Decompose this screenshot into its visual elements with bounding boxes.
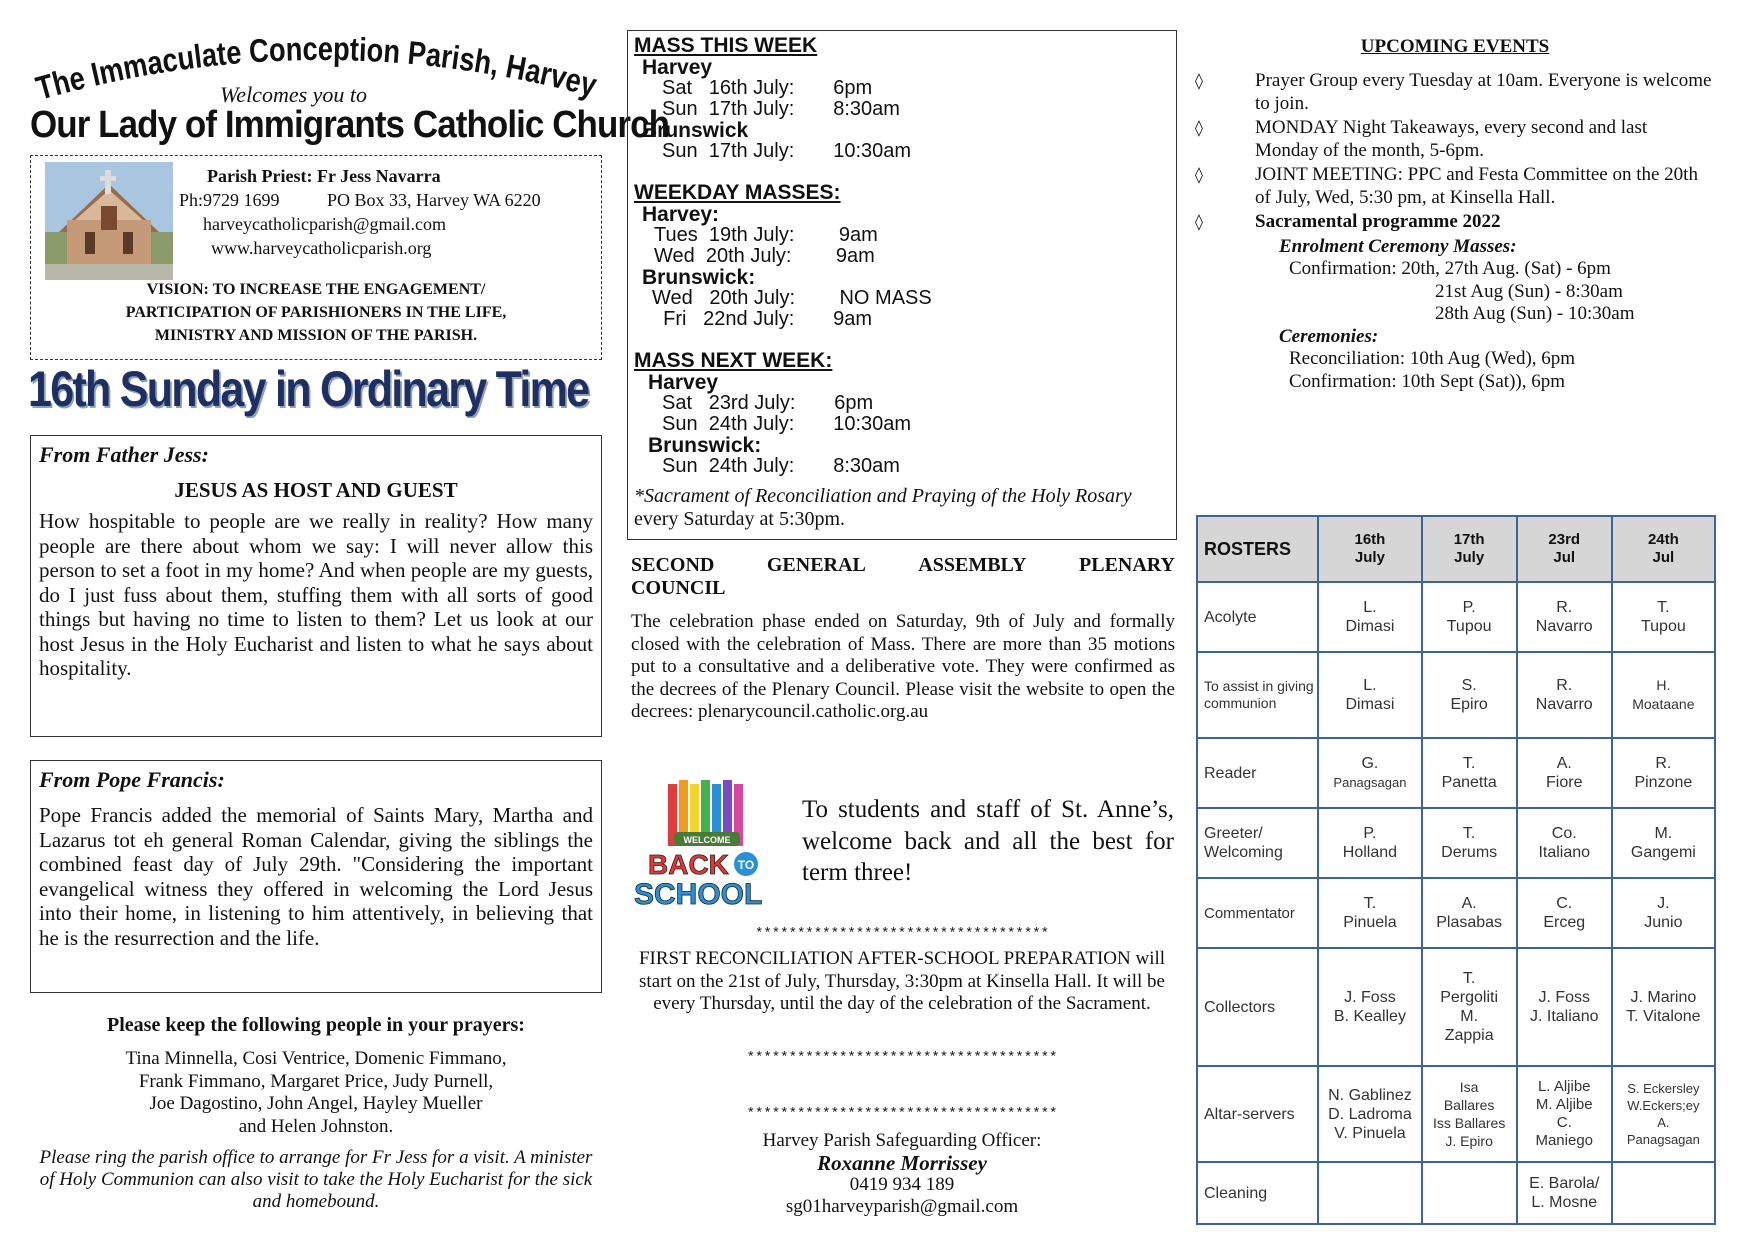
roster-cell xyxy=(1612,582,1715,652)
mass-row: Wed 20th July: NO MASS xyxy=(652,287,932,309)
roster-cell xyxy=(1517,738,1612,808)
roster-name-line: Co. xyxy=(1551,825,1577,842)
roster-name-line: Junio xyxy=(1644,914,1683,931)
roster-name-line: S. xyxy=(1461,677,1477,694)
mass-row: Sun 17th July: 10:30am xyxy=(662,140,912,162)
roster-name-line: T. xyxy=(1657,599,1670,616)
parish-email[interactable]: harveycatholicparish@gmail.com xyxy=(203,214,446,234)
roster-name-line: Derums xyxy=(1441,844,1498,861)
ceremony-line: Reconciliation: 10th Aug (Wed), 6pm xyxy=(1289,348,1576,369)
vision-line: PARTICIPATION OF PARISHIONERS IN THE LIFE, xyxy=(125,304,507,321)
roster-cell xyxy=(1318,878,1421,948)
roster-name-line: Erceg xyxy=(1543,914,1586,931)
event-text: JOINT MEETING: PPC and Festa Committee on the 20th of July, Wed, 5:30 pm, at Kinsella Hall. xyxy=(1255,164,1698,208)
enrolment-line: 21st Aug (Sun) - 8:30am xyxy=(1435,280,1623,302)
vision-line: MINISTRY AND MISSION OF THE PARISH. xyxy=(154,327,478,344)
roster-cell xyxy=(1612,948,1715,1066)
mass-row: Fri 22nd July: 9am xyxy=(652,308,873,330)
stars-divider: *********************************** xyxy=(754,926,1050,942)
column-header-line: Jul xyxy=(1652,549,1675,566)
roster-name-line: Pinzone xyxy=(1634,774,1693,791)
roster-role-label: Commentator xyxy=(1197,878,1318,948)
mass-location: Harvey xyxy=(642,56,713,79)
mass-location: Harvey: xyxy=(642,203,720,226)
parish-phone: Ph:9729 1699 xyxy=(179,190,280,210)
event-item xyxy=(1195,117,1715,162)
safeguarding-title: Harvey Parish Safeguarding Officer: xyxy=(762,1130,1042,1151)
roster-cell xyxy=(1422,738,1517,808)
roster-column-header xyxy=(1422,516,1517,582)
roster-cell xyxy=(1612,878,1715,948)
ceremony-line: Confirmation: 10th Sept (Sat)), 6pm xyxy=(1289,370,1566,392)
rosters-title: ROSTERS xyxy=(1197,516,1318,582)
roster-name-line: L. Aljibe xyxy=(1537,1078,1591,1095)
table-row xyxy=(1197,652,1715,738)
table-row xyxy=(1197,948,1715,1066)
mass-row: Wed 20th July: 9am xyxy=(654,245,875,267)
plenary-heading-word: PLENARY xyxy=(1079,554,1175,576)
roster-name-line: M. Aljibe xyxy=(1535,1096,1593,1113)
parish-website[interactable]: www.harveycatholicparish.org xyxy=(211,238,432,258)
table-row xyxy=(1197,582,1715,652)
vision-line: VISION: TO INCREASE THE ENGAGEMENT/ xyxy=(146,281,486,298)
mass-next-week-heading: MASS NEXT WEEK: xyxy=(634,349,833,372)
roster-name-line: Dimasi xyxy=(1345,696,1395,713)
mass-location: Brunswick: xyxy=(648,434,762,457)
father-jess-body: How hospitable to people are we really in reality? How many people are there about whom we say: I will never allow this person to set a foot in my home? And when people are my guests, do I just fuss about them, stuffing them with all sorts of good things but having no time to listen to them? Let us look at our host Jesus in the Holy Eucharist and listen to what he says about hospitality. xyxy=(39,509,593,680)
plenary-heading-word: GENERAL xyxy=(766,554,866,576)
roster-column-header xyxy=(1318,516,1421,582)
roster-name-line: Moataane xyxy=(1632,696,1695,712)
column-header-line: 24th xyxy=(1647,531,1679,548)
prayers-note: Please ring the parish office to arrange for Fr Jess for a visit. A minister of Holy Communion can also visit to take the Holy Eucharist for the sick and homebound. xyxy=(39,1147,593,1212)
roster-name-line: A. xyxy=(1556,755,1572,772)
diamond-bullet-icon: ◊ xyxy=(1195,118,1203,137)
roster-name-line: A. xyxy=(1657,1115,1670,1130)
prayers-names-line: Frank Fimmano, Margaret Price, Judy Purnell, xyxy=(138,1070,494,1092)
roster-name-line: T. xyxy=(1462,825,1476,842)
roster-name-line: Plasabas xyxy=(1436,914,1503,931)
first-reconciliation-body: FIRST RECONCILIATION AFTER-SCHOOL PREPARATION will start on the 21st of July, Thursday, 3:30pm at Kinsella Hall. It will be every Thursday, until the day of the celebration of the Sacrament. xyxy=(638,948,1166,1014)
roster-cell xyxy=(1318,652,1421,738)
safeguarding-officer-name: Roxanne Morrissey xyxy=(817,1151,987,1175)
roster-name-line: T. xyxy=(1363,895,1377,912)
roster-name-line: Pinuela xyxy=(1343,914,1397,931)
roster-role-label: Altar-servers xyxy=(1197,1066,1318,1162)
diamond-bullet-icon: ◊ xyxy=(1195,212,1203,231)
mass-row: Sun 17th July: 8:30am xyxy=(662,98,900,120)
plenary-heading-word: ASSEMBLY xyxy=(918,554,1027,576)
roster-role-label: Collectors xyxy=(1197,948,1318,1066)
rosters-table xyxy=(1196,515,1716,1225)
roster-cell xyxy=(1422,582,1517,652)
roster-name-line: Fiore xyxy=(1546,774,1583,791)
safeguarding-email[interactable]: sg01harveyparish@gmail.com xyxy=(785,1196,1019,1217)
parish-info-box xyxy=(30,155,602,360)
table-row xyxy=(1197,738,1715,808)
safeguarding-phone: 0419 934 189 xyxy=(849,1174,955,1195)
roster-name-line: Iss Ballares xyxy=(1432,1115,1506,1131)
roster-role-label: Acolyte xyxy=(1197,582,1318,652)
roster-name-line: T. xyxy=(1462,970,1476,987)
mass-this-week-heading: MASS THIS WEEK xyxy=(634,34,818,57)
roster-column-header xyxy=(1517,516,1612,582)
roster-role-label: Greeter/ Welcoming xyxy=(1197,808,1318,878)
pope-francis-box xyxy=(30,760,602,993)
roster-name-line: J. Marino xyxy=(1630,989,1697,1006)
plenary-heading-line2: COUNCIL xyxy=(631,577,726,599)
logo-back-text: BACK xyxy=(648,849,729,880)
roster-name-line: C. xyxy=(1556,1114,1572,1131)
roster-cell xyxy=(1422,1066,1517,1162)
roster-cell xyxy=(1517,878,1612,948)
parish-priest: Parish Priest: Fr Jess Navarra xyxy=(207,166,441,186)
sunday-title: 16th Sunday in Ordinary Time xyxy=(28,361,589,417)
enrolment-heading: Enrolment Ceremony Masses: xyxy=(1279,235,1517,257)
back-to-school-logo xyxy=(628,780,798,910)
roster-name-line: J. Foss xyxy=(1538,989,1591,1006)
roster-name-line: M. xyxy=(1460,1008,1479,1025)
roster-role-label: To assist in giving communion xyxy=(1197,652,1318,738)
roster-name-line: E. Barola/ xyxy=(1529,1175,1600,1192)
roster-name-line: Pergoliti xyxy=(1440,989,1499,1006)
roster-role-label: Cleaning xyxy=(1197,1162,1318,1224)
roster-cell xyxy=(1612,738,1715,808)
prayers-names-line: Tina Minnella, Cosi Ventrice, Domenic Fimmano, xyxy=(125,1048,507,1069)
event-text: Sacramental programme 2022 xyxy=(1255,211,1501,232)
upcoming-events-heading: UPCOMING EVENTS xyxy=(1360,36,1550,57)
roster-name-line: J. Foss xyxy=(1344,989,1396,1006)
table-row xyxy=(1197,1066,1715,1162)
roster-name-line: C. xyxy=(1556,895,1573,912)
roster-cell xyxy=(1422,808,1517,878)
welcome-text: Welcomes you to xyxy=(220,82,368,107)
mass-row: Sat 23rd July: 6pm xyxy=(662,392,874,414)
roster-name-line: R. xyxy=(1655,755,1672,772)
roster-cell xyxy=(1612,652,1715,738)
roster-name-line: L. xyxy=(1363,677,1377,694)
roster-name-line: J. xyxy=(1657,895,1670,912)
roster-name-line: N. Gablinez xyxy=(1328,1086,1412,1104)
roster-name-line: V. Pinuela xyxy=(1334,1124,1406,1142)
column-header-line: July xyxy=(1454,549,1485,566)
roster-name-line: Tupou xyxy=(1446,618,1492,635)
logo-to-text: TO xyxy=(737,858,755,872)
roster-name-line: B. Kealley xyxy=(1333,1008,1406,1025)
prayers-names-line: and Helen Johnston. xyxy=(238,1115,394,1137)
plenary-body: The celebration phase ended on Saturday, 9th of July and formally closed with the celebration of Mass. There are more than 35 motions put to a consultative and a deliberative vote. They were confirmed as the decrees of the Plenary Council. Please visit the website to open the decrees: plenarycouncil.catholic.org.au xyxy=(631,611,1175,722)
roster-name-line: P. xyxy=(1462,599,1476,616)
event-item xyxy=(1195,164,1715,209)
safeguarding-block xyxy=(630,1130,1174,1218)
roster-name-line: A. xyxy=(1461,895,1477,912)
mass-row: Sat 16th July: 6pm xyxy=(662,77,873,99)
roster-name-line: Panetta xyxy=(1441,774,1497,791)
roster-name-line: L. xyxy=(1363,599,1377,616)
roster-name-line: Epiro xyxy=(1450,696,1488,713)
roster-name-line: Navarro xyxy=(1535,696,1593,713)
logo-school-text: SCHOOL xyxy=(634,878,763,910)
roster-cell xyxy=(1318,582,1421,652)
event-item xyxy=(1195,70,1715,115)
roster-cell xyxy=(1517,948,1612,1066)
roster-name-line: R. xyxy=(1556,599,1573,616)
reconciliation-note-plain: every Saturday at 5:30pm. xyxy=(634,508,846,530)
back-to-school-message: To students and staff of St. Anne’s, welcome back and all the best for term three! xyxy=(802,796,1174,886)
roster-cell xyxy=(1612,1066,1715,1162)
parish-title-text: The Immaculate Conception Parish, Harvey xyxy=(31,30,604,107)
table-row xyxy=(1197,878,1715,948)
roster-name-line: Zappia xyxy=(1444,1027,1494,1044)
mass-row: Sun 24th July: 10:30am xyxy=(662,413,912,435)
mass-row: Sun 24th July: 8:30am xyxy=(662,455,900,477)
mass-location: Harvey xyxy=(648,371,719,394)
roster-cell xyxy=(1422,1162,1517,1224)
roster-name-line: Panagsagan xyxy=(1333,775,1407,790)
table-row xyxy=(1197,808,1715,878)
logo-welcome-text: WELCOME xyxy=(683,835,731,845)
plenary-heading xyxy=(631,554,1175,600)
column-header-line: Jul xyxy=(1553,549,1576,566)
roster-cell xyxy=(1422,652,1517,738)
pope-francis-heading: From Pope Francis: xyxy=(39,767,225,792)
roster-name-line: R. xyxy=(1556,677,1573,694)
roster-name-line: M. xyxy=(1654,825,1673,842)
roster-name-line: Panagsagan xyxy=(1626,1132,1700,1147)
roster-name-line: Gangemi xyxy=(1630,844,1696,861)
roster-name-line: Holland xyxy=(1342,844,1398,861)
roster-name-line: H. xyxy=(1656,677,1671,693)
roster-cell xyxy=(1517,582,1612,652)
enrolment-line: Confirmation: 20th, 27th Aug. (Sat) - 6pm xyxy=(1289,258,1611,279)
table-row xyxy=(1197,1162,1715,1224)
prayers-names xyxy=(30,1048,602,1138)
roster-cell xyxy=(1318,808,1421,878)
church-photo xyxy=(45,162,173,280)
roster-cell xyxy=(1422,948,1517,1066)
roster-name-line: J. Italiano xyxy=(1530,1008,1599,1025)
roster-name-line: D. Ladroma xyxy=(1328,1105,1412,1123)
mass-location: Brunswick: xyxy=(642,266,756,289)
roster-name-line: Italiano xyxy=(1538,844,1591,861)
roster-cell xyxy=(1517,1162,1612,1224)
roster-role-label: Reader xyxy=(1197,738,1318,808)
roster-name-line: W.Eckers;ey xyxy=(1627,1098,1700,1113)
roster-cell xyxy=(1318,948,1421,1066)
reconciliation-note-italic: *Sacrament of Reconciliation and Praying of the Holy Rosary xyxy=(634,485,1132,507)
roster-name-line: T. xyxy=(1462,755,1476,772)
roster-name-line: G. xyxy=(1361,755,1379,772)
vision-statement xyxy=(31,278,601,347)
parish-po-box: PO Box 33, Harvey WA 6220 xyxy=(327,190,541,210)
event-text: MONDAY Night Takeaways, every second and last Monday of the month, 5-6pm. xyxy=(1255,117,1648,161)
weekday-masses-heading: WEEKDAY MASSES: xyxy=(634,181,841,204)
father-jess-heading: From Father Jess: xyxy=(39,442,209,467)
mass-row: Tues 19th July: 9am xyxy=(654,224,878,246)
diamond-bullet-icon: ◊ xyxy=(1195,165,1203,184)
pope-francis-body: Pope Francis added the memorial of Saints Mary, Martha and Lazarus tot eh general Roman Calendar, giving the siblings the combined feast day of July 29th. "Considering the important evangelical witness they offered in welcoming the Lord Jesus into their home, in listening to him attentively, in believing that he is the resurrection and the life. xyxy=(39,803,593,950)
father-jess-box xyxy=(30,435,602,737)
event-item xyxy=(1195,211,1715,234)
stars-divider: ************************************* xyxy=(746,1106,1058,1122)
stars-divider: ************************************* xyxy=(746,1050,1058,1066)
roster-cell xyxy=(1517,1066,1612,1162)
roster-name-line: Tupou xyxy=(1640,618,1686,635)
roster-cell xyxy=(1318,738,1421,808)
mass-times-box xyxy=(627,30,1177,540)
ceremonies-heading: Ceremonies: xyxy=(1279,325,1379,347)
roster-cell xyxy=(1517,808,1612,878)
upcoming-events-list xyxy=(1195,70,1715,393)
roster-name-line: Isa xyxy=(1459,1079,1479,1095)
prayers-heading: Please keep the following people in your prayers: xyxy=(107,1014,525,1036)
roster-name-line: S. Eckersley xyxy=(1627,1081,1700,1096)
roster-cell xyxy=(1612,1162,1715,1224)
roster-name-line: T. Vitalone xyxy=(1626,1008,1701,1025)
father-jess-subheading: JESUS AS HOST AND GUEST xyxy=(174,478,458,502)
prayers-names-line: Joe Dagostino, John Angel, Hayley Mueller xyxy=(149,1093,483,1114)
event-text: Prayer Group every Tuesday at 10am. Everyone is welcome to join. xyxy=(1255,70,1712,114)
roster-cell xyxy=(1612,808,1715,878)
column-header-line: 16th xyxy=(1354,531,1386,548)
roster-cell xyxy=(1517,652,1612,738)
mass-location: Brunswick xyxy=(642,119,749,142)
column-header-line: July xyxy=(1354,549,1385,566)
roster-name-line: L. Mosne xyxy=(1531,1194,1598,1211)
roster-cell xyxy=(1318,1162,1421,1224)
roster-name-line: Dimasi xyxy=(1345,618,1395,635)
roster-name-line: Maniego xyxy=(1535,1132,1594,1149)
reconciliation-note xyxy=(634,485,1170,531)
roster-name-line: Navarro xyxy=(1535,618,1593,635)
roster-name-line: P. xyxy=(1363,825,1377,842)
church-name: Our Lady of Immigrants Catholic Church xyxy=(30,104,670,146)
roster-name-line: Ballares xyxy=(1443,1097,1495,1113)
roster-column-header xyxy=(1612,516,1715,582)
roster-cell xyxy=(1318,1066,1421,1162)
roster-name-line: J. Epiro xyxy=(1445,1133,1493,1149)
roster-cell xyxy=(1422,878,1517,948)
enrolment-line: 28th Aug (Sun) - 10:30am xyxy=(1435,303,1635,324)
plenary-heading-word: SECOND xyxy=(631,554,715,576)
column-header-line: 23rd xyxy=(1548,531,1581,548)
column-header-line: 17th xyxy=(1453,531,1485,548)
diamond-bullet-icon: ◊ xyxy=(1195,71,1203,90)
